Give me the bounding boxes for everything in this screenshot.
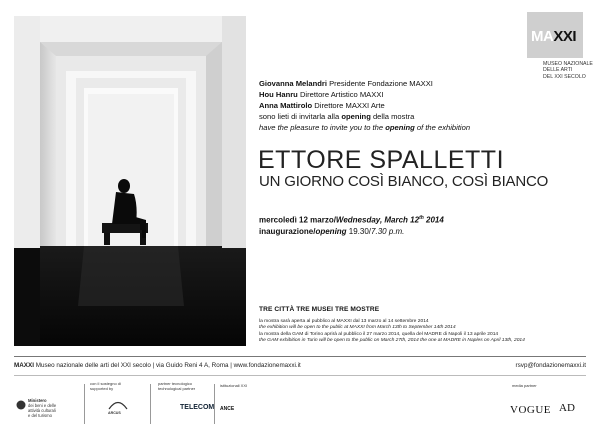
rsvp-email[interactable]: rsvp@fondazionemaxxi.it — [515, 362, 586, 369]
note-line: the exhibition will be open to the public at MAXXI from March 13th to September 14th 2014 — [259, 325, 456, 331]
sponsor-divider — [84, 384, 85, 424]
ance-logo: ANCE — [220, 406, 235, 412]
emblem-icon — [16, 400, 26, 410]
invite-line-en: have the pleasure to invite you to the opening of the exhibition — [259, 123, 471, 133]
three-museums-notes — [259, 319, 589, 344]
opening-time: inaugurazione/opening 19.30/7.30 p.m. — [259, 226, 405, 236]
exhibition-subtitle: UN GIORNO COSÌ BIANCO, COSÌ BIANCO — [259, 173, 549, 190]
maxxi-logo-mark: MAXXI — [531, 28, 577, 45]
host-line: Anna Mattirolo Direttore MAXXI Arte — [259, 101, 385, 111]
invite-line-it: sono lieti di invitarla alla opening della mostra — [259, 112, 415, 122]
tech-partner-label: partner tecnologico technological partner — [158, 381, 196, 391]
invitation-block — [259, 78, 470, 133]
maxxi-logo — [527, 12, 583, 58]
footer-address: MAXXI Museo nazionale delle arti del XXI secolo | via Guido Reni 4 A, Roma | www.fondazionemaxxi.it — [14, 362, 301, 369]
ad-logo: AD — [559, 402, 575, 414]
note-line: the GAM exhibition in Turin will be open to the public on March 27th, 2014 the one at MADRE in Naples on April 13th, 2014 — [259, 337, 525, 343]
support-label: con il sostegno di supported by — [90, 381, 121, 391]
exhibition-title: ETTORE SPALLETTI — [258, 146, 505, 174]
opening-dates — [259, 213, 444, 237]
maxxi-logo-subtitle: MUSEO NAZIONALE DELLE ARTI DEL XXI SECOLO — [543, 61, 593, 80]
institutional-label: istituzionali XXI — [220, 383, 248, 388]
note-line: la mostra sarà aperta al pubblico al MAXXI dal 13 marzo al 14 settembre 2014 — [259, 319, 429, 324]
arcus-mark-icon — [108, 396, 128, 410]
three-museums-heading: TRE CITTÀ TRE MUSEI TRE MOSTRE — [259, 306, 380, 313]
host-line: Hou Hanru Direttore Artistico MAXXI — [259, 90, 384, 100]
footer-divider-2 — [14, 375, 586, 376]
host-line: Giovanna Melandri Presidente Fondazione MAXXI — [259, 79, 433, 88]
media-partner-label: media partner — [512, 383, 537, 388]
note-line: la mostra della GAM di Torino aprirà al pubblico il 27 marzo 2014, quella del MADRE di Napoli il 13 aprile 2014 — [259, 331, 499, 337]
exhibition-photo-illustration — [14, 16, 246, 346]
footer-divider — [14, 356, 586, 357]
vogue-logo: VOGUE — [510, 404, 551, 416]
telecom-logo: TELECOM — [180, 404, 215, 411]
arcus-logo: ARCUS — [108, 396, 128, 416]
opening-date: mercoledì 12 marzo/Wednesday, March 12th 2014 — [259, 215, 444, 225]
exhibition-photo — [14, 16, 246, 346]
ministero-logo: Ministero dei beni e delle attività culturali e del turismo — [16, 398, 56, 418]
sponsor-divider — [150, 384, 151, 424]
sponsor-divider — [214, 384, 215, 424]
